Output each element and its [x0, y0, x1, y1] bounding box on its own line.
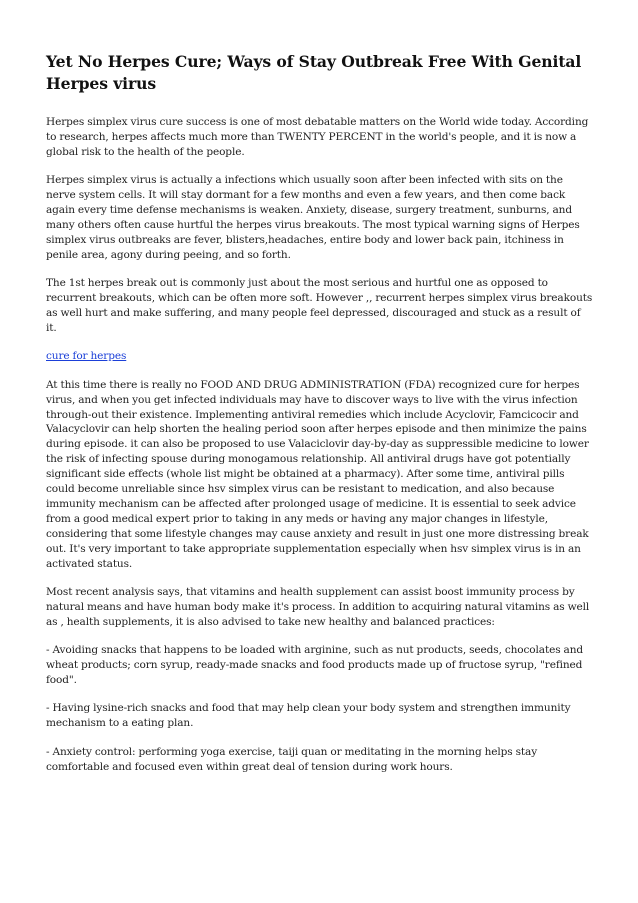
paragraph-intro: Herpes simplex virus cure success is one of most debatable matters on the World wide today. According to research, herpes affects much more than TWENTY PERCENT in the world's people, and it is now a global risk to the health of the people. — [46, 116, 589, 158]
document-title: Yet No Herpes Cure; Ways of Stay Outbreak Free With Genital Herpes virus — [46, 52, 582, 93]
document-page — [46, 51, 594, 788]
paragraph-recurrence: The 1st herpes break out is commonly just about the most serious and hurtful one as opposed to recurrent breakouts, which can be often more soft. However ,, recurrent herpes simplex virus breakouts as well hurt and make suffering, and many people feel depressed, discouraged and stuck as a result of it. — [46, 277, 593, 334]
paragraph-symptoms: Herpes simplex virus is actually a infections which usually soon after been infected with sits on the nerve system cells. It will stay dormant for a few months and even a few years, and then come back again every time defense mechanisms is weaken. Anxiety, disease, surgery treatment, sunburns, and many others often cause hurtful the herpes virus breakouts. The most typical warning signs of Herpes simplex virus outbreaks are fever, blisters,headaches, entire body and lower back pain, itchiness in penile area, agony during peeing, and so forth. — [46, 174, 580, 261]
list-item-arginine: - Avoiding snacks that happens to be loaded with arginine, such as nut products, seeds, chocolates and wheat products; corn syrup, ready-made snacks and food products made up of fructose syrup, "refined food". — [46, 644, 584, 686]
link-paragraph — [46, 349, 594, 364]
list-item-anxiety: - Anxiety control: performing yoga exercise, taiji quan or meditating in the morning helps stay comfortable and focused even within great deal of tension during work hours. — [46, 745, 538, 773]
list-item-lysine: - Having lysine-rich snacks and food that may help clean your body system and strengthen immunity mechanism to a eating plan. — [46, 702, 571, 730]
cure-for-herpes-link[interactable]: cure for herpes — [46, 350, 127, 363]
paragraph-treatment: At this time there is really no FOOD AND DRUG ADMINISTRATION (FDA) recognized cure for herpes virus, and when you get infected individuals may have to discover ways to live with the virus infection through-out their existence. Implementing antiviral remedies which include Acyclovir, Famcicocir and Valacyclovir can help shorten the healing period soon after herpes episode and then minimize the pains during episode. it can also be proposed to use Valaciclovir day-by-day as suppressible medicine to lower the risk of infecting spouse during monogamous relationship. All antiviral drugs have got potentially significant side effects (whole list might be obtained at a pharmacy). After some time, antiviral pills could become unreliable since hsv simplex virus can be resistant to medication, and also because immunity mechanism can be affected after prolonged usage of medicine. It is essential to seek advice from a good medical expert prior to taking in any meds or having any major changes in lifestyle, considering that some lifestyle changes may cause anxiety and result in just one more distressing break out. It's very important to take appropriate supplementation especially when hsv simplex virus is in an activated status. — [46, 378, 589, 570]
paragraph-analysis: Most recent analysis says, that vitamins and health supplement can assist boost immunity process by natural means and have human body make it's process. In addition to acquiring natural vitamins as well as , health supplements, it is also advised to take new healthy and balanced practices: — [46, 585, 590, 628]
